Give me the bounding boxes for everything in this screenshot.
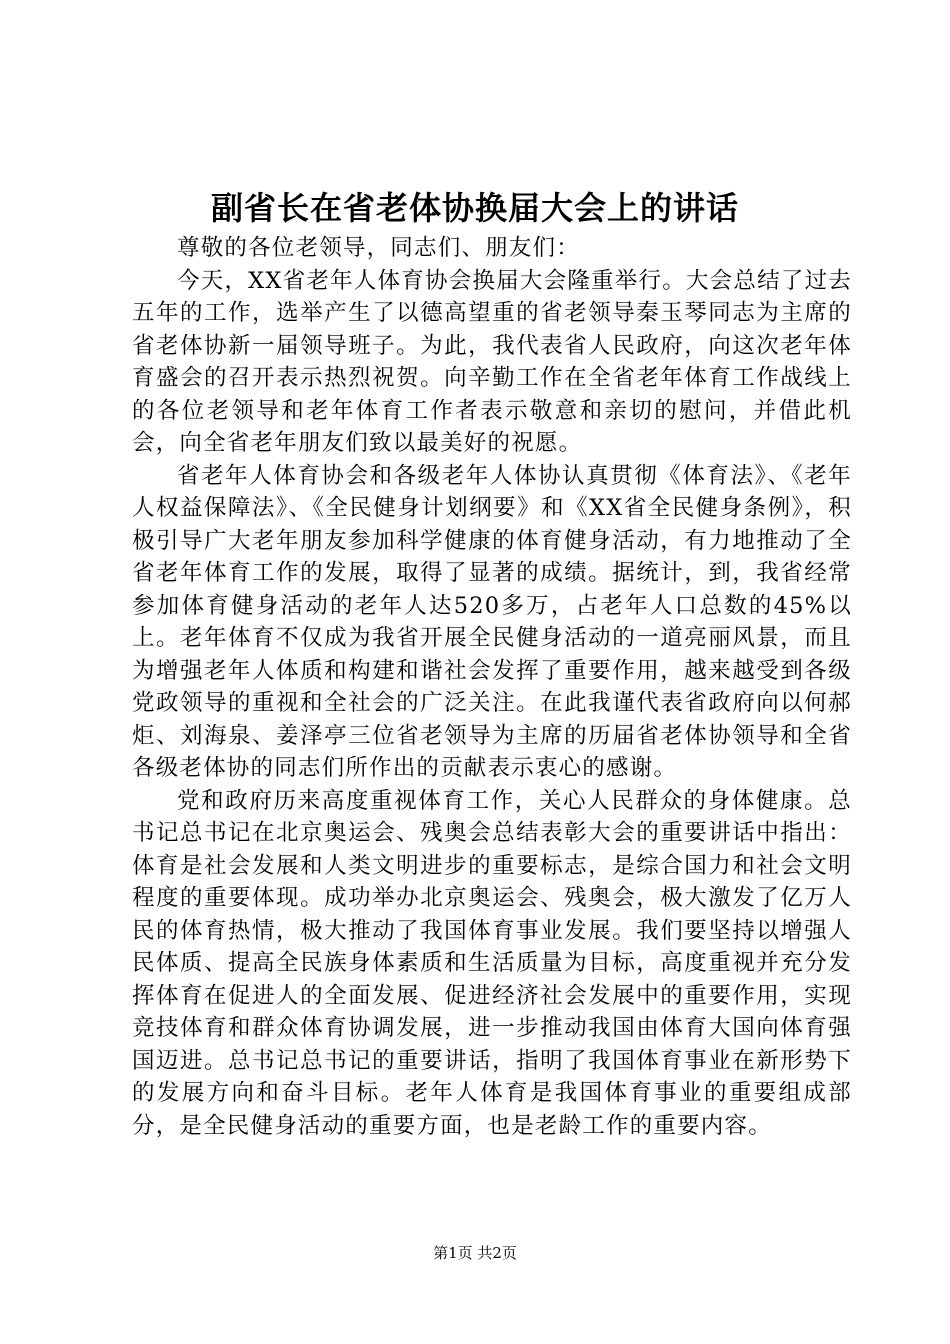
document-title: 副省长在省老体协换届大会上的讲话 xyxy=(210,189,739,227)
paragraph-2: 省老年人体育协会和各级老年人体协认真贯彻《体育法》、《老年人权益保障法》、《全民健身计划纲要》和《XX省全民健身条例》，积极引导广大老年朋友参加科学健康的体育健身活动，有力地推动了全省老年体育工作的发展，取得了显著的成绩。据统计，到，我省经常参加体育健身活动的老年人达520多万，占老年人口总数的45%以上。老年体育不仅成为我省开展全民健身活动的一道亮丽风景，而且为增强老年人体质和构建和谐社会发挥了重要作用，越来越受到各级党政领导的重视和全社会的广泛关注。在此我谨代表省政府向以何郝炬、刘海泉、姜泽亭三位省老领导为主席的历届省老体协领导和全省各级老体协的同志们所作出的贡献表示衷心的感谢。 xyxy=(132,462,852,781)
document-body xyxy=(132,232,852,1142)
paragraph-salutation: 尊敬的各位老领导，同志们、朋友们： xyxy=(177,235,580,261)
paragraph-3: 党和政府历来高度重视体育工作，关心人民群众的身体健康。总书记总书记在北京奥运会、残奥会总结表彰大会的重要讲话中指出：体育是社会发展和人类文明进步的重要标志，是综合国力和社会文明程度的重要体现。成功举办北京奥运会、残奥会，极大激发了亿万人民的体育热情，极大推动了我国体育事业发展。我们要坚持以增强人民体质、提高全民族身体素质和生活质量为目标，高度重视并充分发挥体育在促进人的全面发展、促进经济社会发展中的重要作用，实现竞技体育和群众体育协调发展，进一步推动我国由体育大国向体育强国迈进。总书记总书记的重要讲话，指明了我国体育事业在新形势下的发展方向和奋斗目标。老年人体育是我国体育事业的重要组成部分，是全民健身活动的重要方面，也是老龄工作的重要内容。 xyxy=(132,787,852,1139)
paragraph-1: 今天，XX省老年人体育协会换届大会隆重举行。大会总结了过去五年的工作，选举产生了以德高望重的省老领导秦玉琴同志为主席的省老体协新一届领导班子。为此，我代表省人民政府，向这次老年体育盛会的召开表示热烈祝贺。向辛勤工作在全省老年体育工作战线上的各位老领导和老年体育工作者表示敬意和亲切的慰问，并借此机会，向全省老年朋友们致以最美好的祝愿。 xyxy=(132,267,852,456)
page-number-footer: 第1页 共2页 xyxy=(433,1244,517,1262)
